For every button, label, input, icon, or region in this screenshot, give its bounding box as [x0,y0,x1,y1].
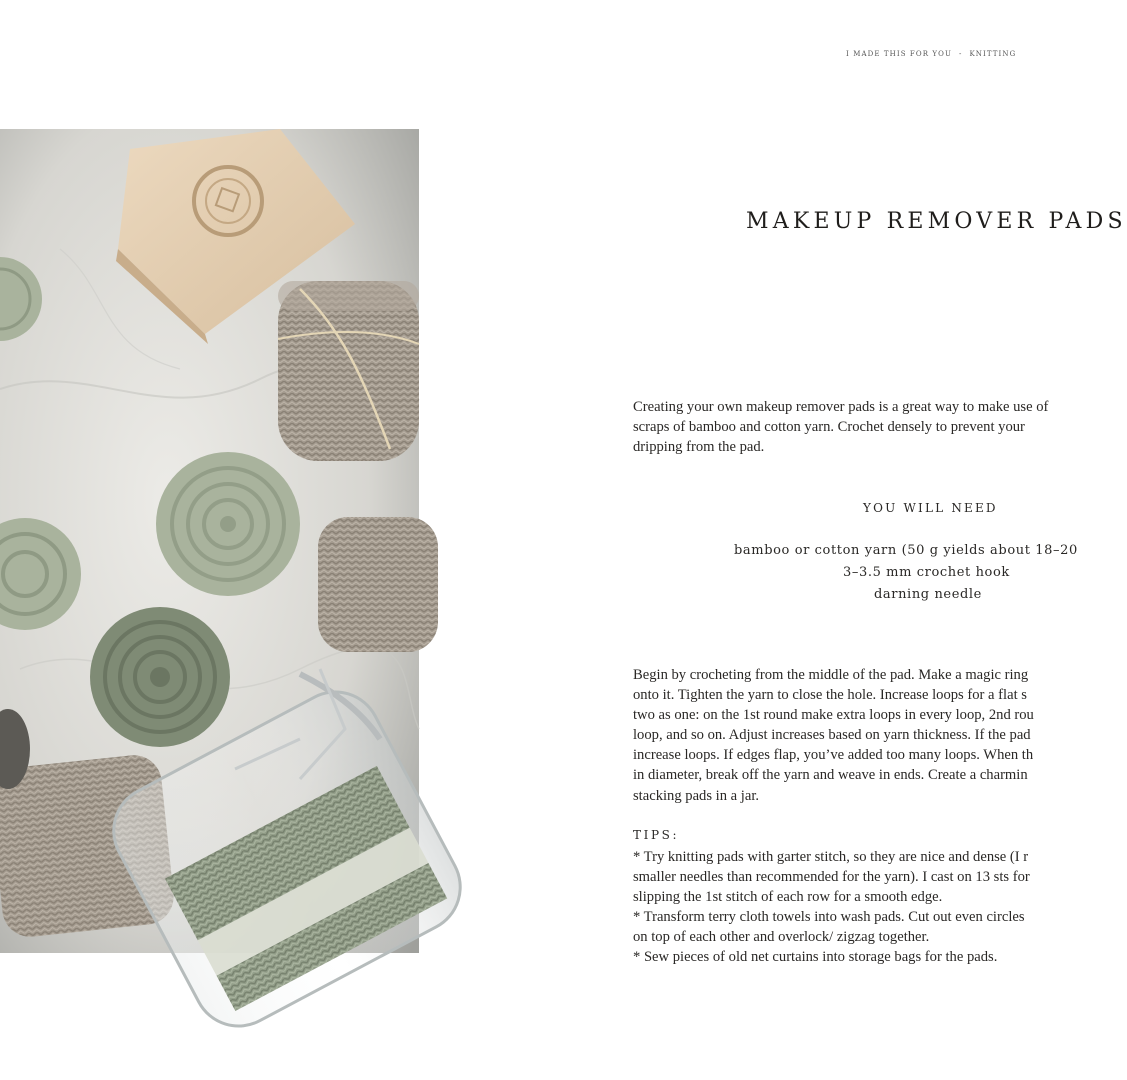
tips-line: * Try knitting pads with garter stitch, so they are nice and dense (I r [633,849,1029,865]
tips-list [633,847,1030,967]
photo-knitted-pads [0,129,419,953]
tips-heading: TIPS: [633,828,680,842]
instructions-line: loop, and so on. Adjust increases based on yarn thickness. If the pad [633,727,1031,744]
instructions-line: stacking pads in a jar. [633,787,760,804]
you-will-need-heading: YOU WILL NEED [863,501,998,515]
tips-line: smaller needles than recommended for the yarn). I cast on 13 sts for [633,869,1030,885]
tips-line: * Sew pieces of old net curtains into storage bags for the pads. [633,949,998,965]
instructions-line: onto it. Tighten the yarn to close the hole. Increase loops for a flat s [633,687,1027,704]
tips-line: * Transform terry cloth towels into wash pads. Cut out even circles [633,909,1025,925]
materials-item: 3–3.5 mm crochet hook [843,565,1010,580]
tips-line: on top of each other and overlock/ zigzag together. [633,929,930,945]
instructions-line: Begin by crocheting from the middle of the pad. Make a magic ring [633,667,1029,683]
materials-item: bamboo or cotton yarn (50 g yields about 18–20 [734,543,1078,558]
instructions-line: in diameter, break off the yarn and weave in ends. Create a charmin [633,767,1028,784]
running-head-book: I MADE THIS FOR YOU [846,50,952,58]
intro-paragraph [633,397,1048,457]
running-head [846,50,1016,58]
intro-line: scraps of bamboo and cotton yarn. Crochet densely to prevent your [633,419,1025,435]
running-head-separator: - [958,50,963,58]
materials-list [734,540,1120,606]
intro-line: Creating your own makeup remover pads is a great way to make use of [633,399,1049,415]
instructions-line: two as one: on the 1st round make extra loops in every loop, 2nd rou [633,707,1034,724]
photo-illustration [0,129,419,953]
page-title: MAKEUP REMOVER PADS [746,209,1127,234]
square-pad-right [318,517,438,652]
tips-line: slipping the 1st stitch of each row for a smooth edge. [633,889,943,905]
round-pad-center [156,452,300,596]
intro-line: dripping from the pad. [633,439,765,455]
instructions-line: increase loops. If edges flap, you’ve added too many loops. When th [633,747,1034,764]
round-pad-dark [90,607,230,747]
pad-stack [278,281,419,461]
materials-item: darning needle [874,587,982,602]
running-head-section: KNITTING [969,50,1017,58]
instructions-paragraph [633,665,1034,806]
